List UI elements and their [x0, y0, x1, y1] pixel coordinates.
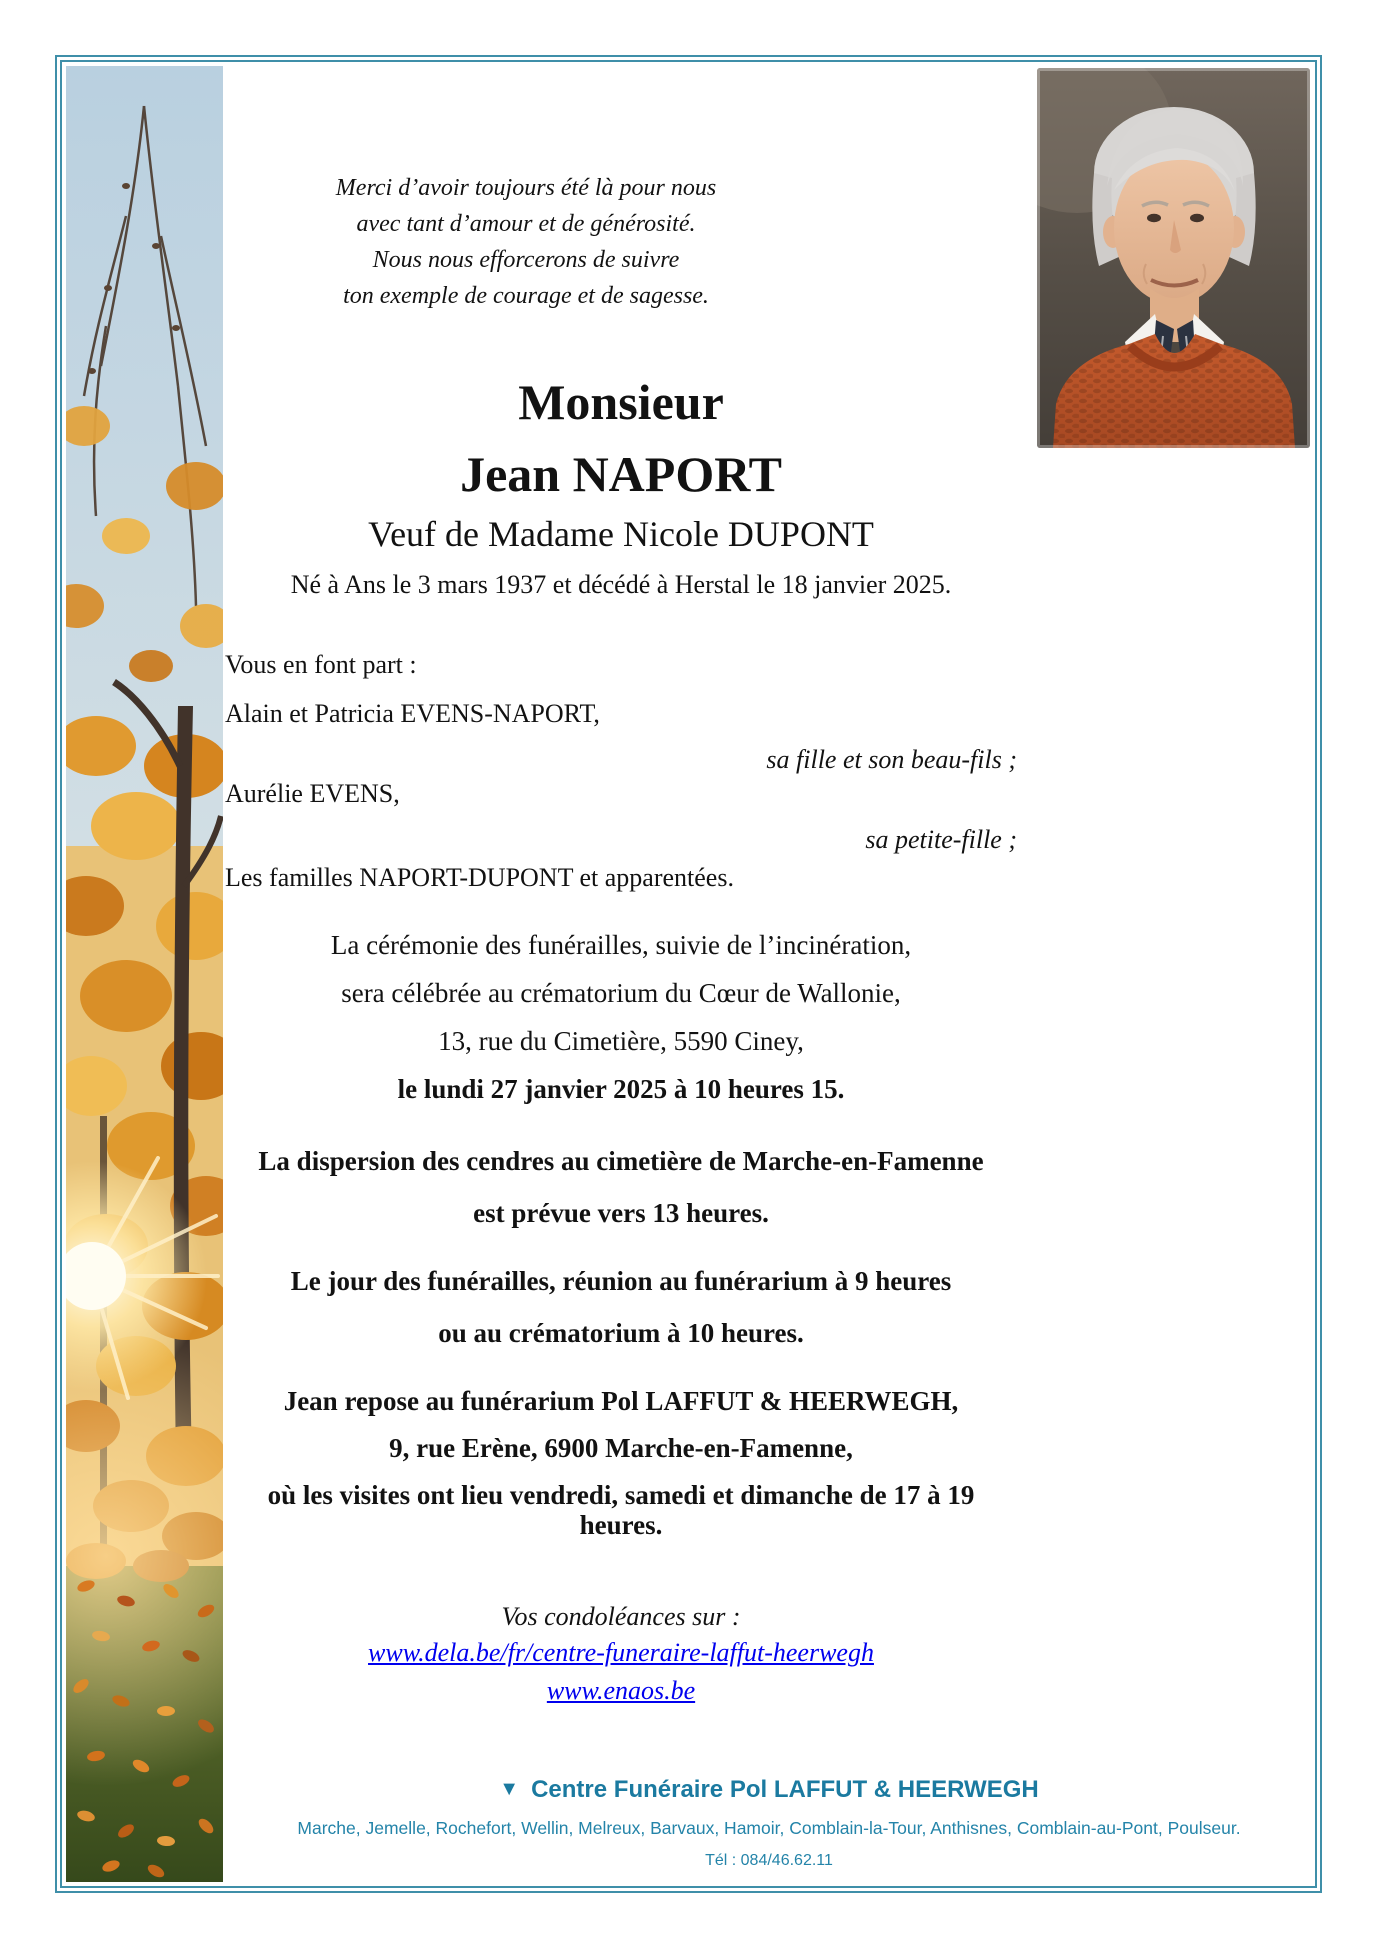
ceremony-line: 13, rue du Cimetière, 5590 Ciney, — [438, 1026, 804, 1056]
ceremony-line: sera célébrée au crématorium du Cœur de Wallonie, — [341, 978, 901, 1008]
funeral-home-name-text: Centre Funéraire Pol LAFFUT & HEERWEGH — [531, 1776, 1039, 1803]
life-dates: Né à Ans le 3 mars 1937 et décédé à Herstal le 18 janvier 2025. — [290, 570, 952, 599]
condolence-link-enaos[interactable]: www.enaos.be — [546, 1676, 696, 1705]
condolences-section — [225, 1602, 1017, 1706]
relative-relation: sa fille et son beau-fils ; — [766, 745, 1017, 774]
ashes-dispersion-details — [225, 1146, 1017, 1228]
widower-subtitle: Veuf de Madame Nicole DUPONT — [368, 514, 874, 554]
left-photo-strip — [66, 66, 223, 1882]
condolence-link-dela[interactable]: www.dela.be/fr/centre-funeraire-laffut-heerwegh — [368, 1638, 874, 1667]
card-content — [223, 62, 1315, 1886]
page-title — [225, 366, 1017, 510]
funeral-home-footer — [223, 1774, 1315, 1873]
dispersion-line: La dispersion des cendres au cimetière de Marche-en-Famenne — [258, 1146, 984, 1176]
quote-line: avec tant d’amour et de générosité. — [356, 211, 696, 237]
meeting-details — [225, 1266, 1017, 1348]
ceremony-line: La cérémonie des funérailles, suivie de l’incinération, — [330, 930, 912, 960]
deceased-name: Jean NAPORT — [460, 446, 782, 502]
civility-line: Monsieur — [518, 374, 724, 430]
quote-line: Merci d’avoir toujours été là pour nous — [335, 175, 717, 201]
page-border — [55, 55, 1322, 1893]
repose-line: Jean repose au funérarium Pol LAFFUT & HEERWEGH, — [283, 1386, 959, 1416]
quote-line: Nous nous efforcerons de suivre — [372, 247, 680, 273]
announcement-intro: Vous en font part : — [225, 650, 417, 679]
repose-line: 9, rue Erène, 6900 Marche-en-Famenne, — [389, 1433, 853, 1463]
condolences-label: Vos condoléances sur : — [501, 1602, 741, 1631]
ceremony-date-line: le lundi 27 janvier 2025 à 10 heures 15. — [397, 1074, 845, 1104]
funeral-home-name — [223, 1774, 1315, 1805]
main-text-column — [223, 170, 1017, 1706]
relative-names: Alain et Patricia EVENS-NAPORT, — [225, 699, 600, 728]
memorial-quote — [225, 170, 827, 314]
funeral-home-cities: Marche, Jemelle, Rochefort, Wellin, Melreux, Barvaux, Hamoir, Comblain-la-Tour, Anthisnes, Comblain-au-Pont, Poulseur. — [297, 1818, 1241, 1838]
meeting-line: ou au crématorium à 10 heures. — [438, 1318, 804, 1348]
autumn-trees-image — [66, 66, 223, 1882]
repose-details — [225, 1386, 1017, 1540]
meeting-line: Le jour des funérailles, réunion au funérarium à 9 heures — [290, 1266, 952, 1296]
funeral-home-phone: Tél : 084/46.62.11 — [705, 1852, 833, 1869]
relative-names: Aurélie EVENS, — [225, 779, 400, 808]
relative-relation: sa petite-fille ; — [865, 825, 1017, 854]
down-triangle-icon: ▼ — [499, 1778, 520, 1800]
deceased-portrait-image — [1037, 68, 1310, 448]
families-line: Les familles NAPORT-DUPONT et apparentées. — [225, 863, 734, 892]
repose-line: où les visites ont lieu vendredi, samedi et dimanche de 17 à 19 heures. — [267, 1480, 975, 1540]
quote-line: ton exemple de courage et de sagesse. — [343, 283, 709, 309]
portrait-photo — [1037, 68, 1310, 448]
dispersion-line: est prévue vers 13 heures. — [473, 1198, 769, 1228]
ceremony-details — [225, 930, 1017, 1104]
